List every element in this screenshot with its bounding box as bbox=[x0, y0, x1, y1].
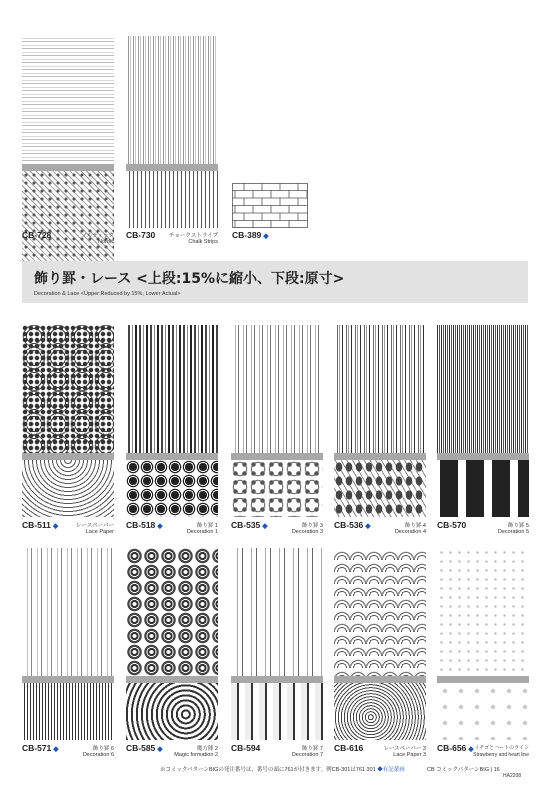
diamond-badge-icon: ◆ bbox=[157, 746, 163, 753]
pattern-caption-cb-728 bbox=[22, 230, 114, 250]
pattern-tile-cb-511[interactable] bbox=[22, 325, 114, 517]
pattern-tile-cb-518[interactable] bbox=[126, 325, 218, 517]
pattern-code bbox=[232, 230, 269, 240]
pattern-code-text: CB-571 bbox=[22, 743, 52, 753]
pattern-caption-cb-389 bbox=[232, 230, 308, 242]
diamond-badge-icon: ◆ bbox=[468, 746, 474, 753]
pattern-name-jp: ノルディック bbox=[81, 233, 114, 239]
pattern-caption-cb-730 bbox=[126, 230, 218, 250]
pattern-caption-cb-511 bbox=[22, 520, 114, 540]
preview-divider bbox=[22, 164, 114, 171]
diamond-badge-icon: ◆ bbox=[52, 523, 59, 530]
pattern-tile-cb-594[interactable] bbox=[231, 548, 323, 740]
diamond-badge-icon: ◆ bbox=[262, 523, 268, 530]
pattern-preview-reduced bbox=[22, 36, 114, 164]
preview-divider bbox=[437, 676, 529, 683]
pattern-tile-cb-570[interactable] bbox=[437, 325, 529, 517]
pattern-name-jp: イチゴとハートのライン bbox=[474, 745, 529, 751]
pattern-name-en: Decoration 3 bbox=[291, 529, 323, 535]
preview-divider bbox=[231, 676, 323, 683]
pattern-preview-reduced bbox=[334, 548, 426, 676]
pattern-preview-actual bbox=[437, 683, 529, 740]
pattern-code bbox=[22, 520, 58, 530]
pattern-code-text: CB-535 bbox=[231, 520, 261, 530]
preview-divider bbox=[231, 453, 323, 460]
pattern-name-jp: 飾り罫 7 bbox=[301, 746, 323, 752]
preview-divider bbox=[437, 453, 529, 460]
pattern-caption-cb-535 bbox=[231, 520, 323, 540]
pattern-name-jp: 魔方陣 2 bbox=[196, 746, 218, 752]
preview-divider bbox=[126, 453, 218, 460]
pattern-code-text: CB-518 bbox=[126, 520, 156, 530]
pattern-code bbox=[334, 520, 371, 530]
section-subtitle: Decoration & Lace <Upper:Reduced by 15%, Lower:Actual> bbox=[34, 291, 181, 297]
diamond-badge-icon: ◆ bbox=[157, 523, 163, 530]
preview-divider bbox=[22, 676, 114, 683]
pattern-name-en: Chalk Strips bbox=[188, 239, 218, 245]
pattern-preview-actual bbox=[437, 460, 529, 517]
pattern-preview-reduced bbox=[126, 36, 218, 164]
pattern-name-en: Magic formation 2 bbox=[174, 752, 218, 758]
pattern-preview-actual bbox=[231, 460, 323, 517]
pattern-preview-actual bbox=[334, 683, 426, 740]
section-header bbox=[22, 261, 528, 303]
pattern-name-jp: 飾り罫 6 bbox=[92, 746, 114, 752]
diamond-badge-icon: ◆ bbox=[365, 523, 371, 530]
pattern-name-jp: 飾り罫 3 bbox=[301, 523, 323, 529]
pattern-code: CB-728 bbox=[22, 230, 52, 240]
pattern-preview-actual bbox=[22, 460, 114, 517]
pattern-tile-cb-389[interactable] bbox=[232, 183, 308, 228]
pattern-caption-cb-594 bbox=[231, 743, 323, 763]
pattern-name-en: Lace Paper bbox=[85, 529, 114, 535]
pattern-tile-cb-571[interactable] bbox=[22, 548, 114, 740]
pattern-preview-actual bbox=[231, 683, 323, 740]
pattern-caption-cb-518 bbox=[126, 520, 218, 540]
pattern-tile-cb-536[interactable] bbox=[334, 325, 426, 517]
pattern-code-text: CB-511 bbox=[22, 520, 51, 530]
pattern-code bbox=[126, 520, 163, 530]
pattern-code: CB-594 bbox=[231, 743, 261, 753]
footer-code: HA2208 bbox=[503, 773, 522, 779]
footer-series: CB コミックパターンBIG | 16 bbox=[427, 767, 500, 773]
footer-note-text: ※コミックパターンBIGの発注番号は、番号の頭に761が付きます。例CB-301は761 301 bbox=[160, 767, 376, 773]
pattern-preview-reduced bbox=[22, 548, 114, 676]
pattern-preview-reduced bbox=[126, 325, 218, 453]
pattern-preview-reduced bbox=[231, 548, 323, 676]
pattern-caption-cb-585 bbox=[126, 743, 218, 763]
pattern-name-jp: レースペーパー 3 bbox=[383, 746, 426, 752]
pattern-name-jp: チョークストライプ bbox=[169, 233, 218, 239]
pattern-code: CB-616 bbox=[334, 743, 364, 753]
pattern-preview-actual bbox=[22, 171, 114, 264]
pattern-tile-cb-656[interactable] bbox=[437, 548, 529, 740]
pattern-preview-actual bbox=[22, 683, 114, 740]
pattern-tile-cb-616[interactable] bbox=[334, 548, 426, 740]
pattern-preview-actual bbox=[126, 683, 218, 740]
pattern-name-jp: 飾り罫 1 bbox=[196, 523, 218, 529]
preview-divider bbox=[126, 164, 218, 171]
pattern-preview-reduced bbox=[126, 548, 218, 676]
pattern-preview-reduced bbox=[437, 325, 529, 453]
pattern-preview-reduced bbox=[22, 325, 114, 453]
pattern-code-text: CB-536 bbox=[334, 520, 364, 530]
brick-pattern-preview bbox=[232, 183, 308, 228]
pattern-code: CB-730 bbox=[126, 230, 156, 240]
pattern-code bbox=[231, 520, 268, 530]
pattern-tile-cb-728[interactable] bbox=[22, 36, 114, 250]
pattern-preview-actual bbox=[334, 460, 426, 517]
pattern-name-en: Lace Paper 3 bbox=[393, 752, 426, 758]
pattern-caption-cb-616 bbox=[334, 743, 426, 763]
pattern-tile-cb-585[interactable] bbox=[126, 548, 218, 740]
pattern-code bbox=[22, 743, 59, 753]
preview-divider bbox=[334, 453, 426, 460]
pattern-preview-actual bbox=[126, 460, 218, 517]
pattern-name-jp: レースペーパー bbox=[76, 523, 114, 529]
pattern-name-jp: 飾り罫 5 bbox=[507, 523, 529, 529]
preview-divider bbox=[22, 453, 114, 460]
section-title: 飾り罫・レース <上段:15%に縮小、下段:原寸> bbox=[34, 271, 345, 287]
footer-legend: ◆有記業画 bbox=[377, 767, 405, 773]
pattern-caption-cb-536 bbox=[334, 520, 426, 540]
pattern-code: CB-570 bbox=[437, 520, 467, 530]
pattern-caption-cb-570 bbox=[437, 520, 529, 540]
pattern-code bbox=[437, 743, 474, 753]
pattern-tile-cb-535[interactable] bbox=[231, 325, 323, 517]
pattern-tile-cb-730[interactable] bbox=[126, 36, 218, 228]
pattern-preview-actual bbox=[126, 171, 218, 228]
pattern-caption-cb-571 bbox=[22, 743, 114, 763]
pattern-preview-reduced bbox=[437, 548, 529, 676]
footer-order-note bbox=[160, 765, 405, 773]
pattern-preview-reduced bbox=[231, 325, 323, 453]
diamond-badge-icon: ◆ bbox=[263, 233, 269, 240]
pattern-name-en: Strawberry and heart line bbox=[473, 752, 529, 758]
pattern-name-en: Decoration 4 bbox=[394, 529, 426, 535]
pattern-caption-cb-656 bbox=[437, 743, 529, 763]
diamond-badge-icon: ◆ bbox=[53, 746, 59, 753]
pattern-code-text: CB-585 bbox=[126, 743, 156, 753]
pattern-name-en: Nordic bbox=[98, 239, 114, 245]
pattern-code bbox=[126, 743, 163, 753]
pattern-name-en: Decoration 5 bbox=[497, 529, 529, 535]
pattern-name-jp: 飾り罫 4 bbox=[404, 523, 426, 529]
preview-divider bbox=[126, 676, 218, 683]
pattern-name-en: Decoration 1 bbox=[186, 529, 218, 535]
pattern-preview-reduced bbox=[334, 325, 426, 453]
pattern-name-en: Decoration 7 bbox=[291, 752, 323, 758]
preview-divider bbox=[334, 676, 426, 683]
pattern-code-text: CB-389 bbox=[232, 230, 262, 240]
pattern-code-text: CB-656 bbox=[437, 743, 467, 753]
pattern-name-en: Decoration 6 bbox=[82, 752, 114, 758]
